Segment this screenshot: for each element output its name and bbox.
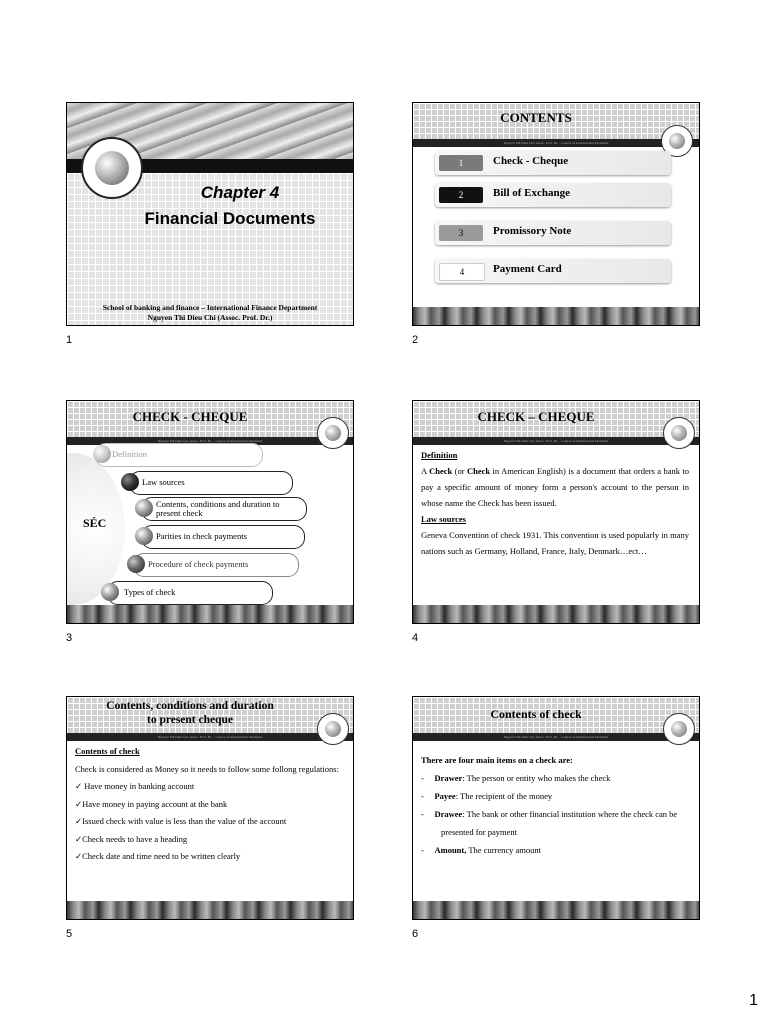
slide-number: 1 (66, 334, 73, 346)
topic-label: Parities in check payments (156, 531, 247, 541)
slide-title (67, 699, 313, 727)
contents-item-number: 4 (439, 263, 485, 281)
topic-bullet-icon (135, 527, 153, 545)
slide-number: 3 (66, 632, 73, 644)
slide-number: 2 (412, 334, 419, 346)
bullet-item: ✓Have money in paying account at the bank (75, 798, 228, 809)
definition-term: Check (429, 466, 453, 476)
slide-title-line2: to present cheque (146, 714, 234, 726)
bullet-item: ✓Check date and time need to be written clearly (75, 851, 241, 861)
footer-banner (413, 605, 699, 623)
list-item: - Amount, The currency amount (421, 845, 542, 855)
author-strip: Nguyen Thi Dieu Chi, Assoc. Prof. Dr. – Course of International Payments (413, 437, 699, 445)
item-term: Amount, (434, 845, 467, 855)
definition-text-a: A (421, 466, 430, 476)
slide-3 (66, 400, 354, 624)
slide-title: CHECK – CHEQUE (477, 409, 595, 424)
globe-icon (663, 417, 695, 449)
topic-bullet-icon (127, 555, 145, 573)
contents-item-number: 1 (439, 155, 483, 171)
list-item: - Payee: The recipient of the money (421, 791, 553, 801)
bullet-item: ✓Issued check with value is less than the value of the account (75, 816, 287, 826)
definition-term-us: Check (466, 466, 491, 476)
slide-title: CONTENTS (500, 110, 572, 125)
definition-heading: Definition (421, 450, 458, 460)
bullet-item: ✓Check needs to have a heading (75, 833, 188, 844)
bullet-item: ✓ Have money in banking account (75, 781, 195, 791)
definition-text-c: in American English) is a document that orders a bank to pay a specific amount of money form a person's account to the person in whose name the Check has been issued. (421, 466, 690, 508)
topic-pill (141, 497, 307, 521)
slide-number: 5 (66, 928, 73, 940)
contents-item-label: Check - Cheque (493, 155, 569, 167)
definition-text-b: (or (452, 466, 467, 476)
contents-item (435, 259, 671, 283)
item-term: Drawer (434, 773, 463, 783)
slide-body (421, 751, 689, 859)
chapter-label: Chapter 4 (200, 183, 280, 202)
slide-title: CHECK - CHEQUE (132, 409, 248, 424)
globe-icon (317, 713, 349, 745)
list-item: - Drawer: The person or entity who makes the check (421, 773, 611, 783)
page-number: 1 (749, 992, 758, 1009)
topic-bullet-icon (93, 445, 111, 463)
author-line: Nguyen Thi Dieu Chi (Assoc. Prof. Dr.) (147, 313, 273, 322)
school-line: School of banking and finance – International Finance Department (102, 303, 318, 312)
item-term: Payee (434, 791, 456, 801)
list-item: - Drawee: The bank or other financial institution where the check can be presented for payment (421, 809, 678, 837)
author-strip: Nguyen Thi Dieu Chi, Assoc. Prof. Dr. – Course of International Payments (413, 733, 699, 741)
footer-banner (67, 605, 353, 623)
globe-icon (317, 417, 349, 449)
topic-bullet-icon (101, 583, 119, 601)
footer-banner (413, 901, 699, 919)
intro-text: There are four main items on a check are: (421, 755, 573, 765)
slide-title-line1: Contents, conditions and duration (106, 700, 274, 712)
slide-1 (66, 102, 354, 326)
definition-text (421, 463, 689, 511)
contents-item-label: Bill of Exchange (493, 187, 571, 199)
contents-item-number: 3 (439, 225, 483, 241)
author-strip: Nguyen Thi Dieu Chi, Assoc. Prof. Dr. – Course of International Payments (67, 733, 353, 741)
slide-number: 6 (412, 928, 419, 940)
contents-item (435, 151, 671, 175)
topic-pill (107, 581, 273, 605)
topic-pill (133, 553, 299, 577)
slide-6 (412, 696, 700, 920)
slide-body (75, 743, 343, 866)
item-text: : The person or entity who makes the check (462, 773, 611, 783)
topic-label: Law sources (142, 477, 185, 487)
item-text: The currency amount (466, 845, 542, 855)
diagram-center-label: SÉC (83, 516, 107, 530)
topic-label: Definition (112, 449, 147, 459)
contents-heading: Contents of check (75, 746, 140, 756)
item-text: : The recipient of the money (455, 791, 553, 801)
topic-bullet-icon (135, 499, 153, 517)
slide-2 (412, 102, 700, 326)
slide-5 (66, 696, 354, 920)
topic-pill (141, 525, 305, 549)
law-text: Geneva Convention of check 1931. This convention is used popularly in many nations such as Germany, Holland, France, Italy, Denmark…ect… (421, 530, 689, 556)
globe-icon (663, 713, 695, 745)
author-strip: Nguyen Thi Dieu Chi, Assoc. Prof. Dr. – Course of International Payments (67, 437, 353, 445)
contents-item (435, 221, 671, 245)
topic-pill (95, 443, 263, 467)
footer-banner (67, 901, 353, 919)
slide-title: Contents of check (490, 707, 582, 721)
slide-4 (412, 400, 700, 624)
topic-label: Types of check (124, 587, 176, 597)
author-strip: Nguyen Thi Dieu Chi, Assoc. Prof. Dr. – Course of International Payments (413, 139, 699, 147)
contents-item (435, 183, 671, 207)
contents-item-label: Payment Card (493, 263, 562, 275)
contents-item-number: 2 (439, 187, 483, 203)
topic-label: Procedure of check payments (148, 559, 249, 569)
topic-pill (129, 471, 293, 495)
slide-body (421, 447, 689, 559)
law-heading: Law sources (421, 514, 466, 524)
intro-text: Check is considered as Money so it needs to follow some follong regulations: (75, 763, 339, 774)
item-term: Drawee (434, 809, 463, 819)
footer-banner (413, 307, 699, 325)
topic-label: Contents, conditions and duration to present check (156, 499, 280, 518)
slide-number: 4 (412, 632, 419, 644)
topic-bullet-icon (121, 473, 139, 491)
slide-title: Financial Documents (144, 209, 316, 228)
contents-item-label: Promissory Note (493, 225, 572, 237)
item-text: : The bank or other financial institution where the check can be presented for payment (441, 809, 678, 837)
